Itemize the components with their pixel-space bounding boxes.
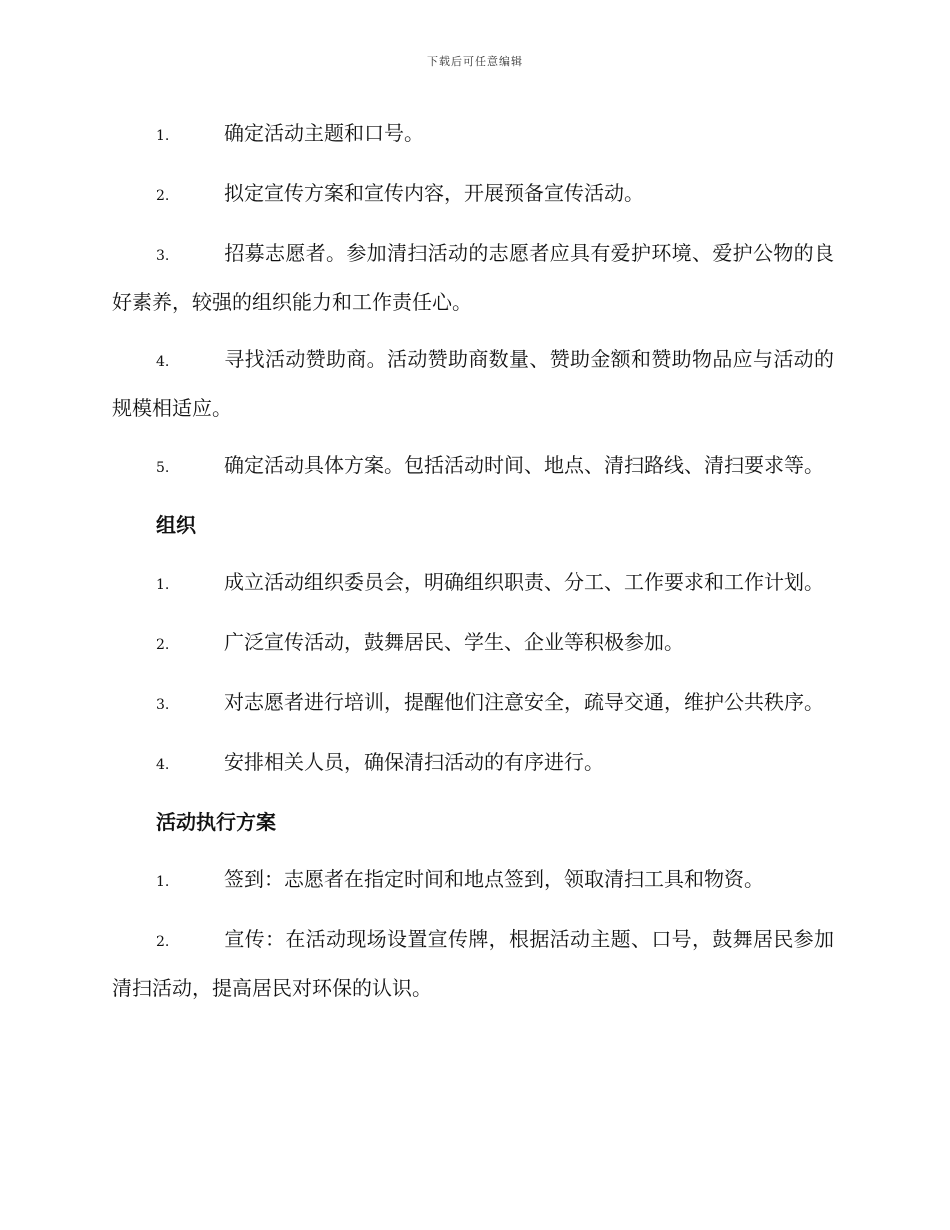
- list-item: [112, 170, 834, 219]
- list-number: 2.: [156, 188, 170, 204]
- list-item: [112, 110, 834, 159]
- list-number: 1.: [156, 874, 170, 890]
- list-item: [112, 559, 834, 608]
- list-number: 4.: [156, 757, 170, 773]
- document-body: [112, 110, 834, 1022]
- list-item: [112, 619, 834, 668]
- list-item: [112, 739, 834, 788]
- list-number: 2.: [156, 934, 170, 950]
- list-text: 广泛宣传活动，鼓舞居民、学生、企业等积极参加。: [224, 630, 684, 654]
- list-number: 1.: [156, 128, 170, 144]
- section-heading-execution-plan: 活动执行方案: [156, 810, 276, 834]
- section-heading-organization: 组织: [156, 513, 196, 537]
- list-text: 签到：志愿者在指定时间和地点签到，领取清扫工具和物资。: [224, 867, 764, 891]
- list-text: 安排相关人员，确保清扫活动的有序进行。: [224, 750, 604, 774]
- list-text: 宣传：在活动现场设置宣传牌，根据活动主题、口号，鼓舞居民参加清扫活动，提高居民对环保的认识。: [112, 927, 834, 1000]
- list-number: 4.: [156, 354, 170, 370]
- list-text: 成立活动组织委员会，明确组织职责、分工、工作要求和工作计划。: [224, 570, 824, 594]
- list-item: [112, 230, 834, 325]
- list-item: [112, 336, 834, 431]
- list-text: 拟定宣传方案和宣传内容，开展预备宣传活动。: [224, 181, 644, 205]
- list-text: 确定活动具体方案。包括活动时间、地点、清扫路线、清扫要求等。: [224, 453, 824, 477]
- list-item: [112, 442, 834, 491]
- list-text: 确定活动主题和口号。: [224, 121, 424, 145]
- page-header: 下载后可任意编辑: [427, 55, 523, 68]
- list-number: 5.: [156, 460, 170, 476]
- list-text: 寻找活动赞助商。活动赞助商数量、赞助金额和赞助物品应与活动的规模相适应。: [112, 347, 834, 420]
- list-number: 2.: [156, 637, 170, 653]
- list-item: [112, 679, 834, 728]
- list-number: 1.: [156, 577, 170, 593]
- list-number: 3.: [156, 248, 170, 264]
- list-item: [112, 856, 834, 905]
- list-item: [112, 916, 834, 1011]
- list-number: 3.: [156, 697, 170, 713]
- list-text: 招募志愿者。参加清扫活动的志愿者应具有爱护环境、爱护公物的良好素养，较强的组织能力和工作责任心。: [112, 241, 834, 314]
- list-text: 对志愿者进行培训，提醒他们注意安全，疏导交通，维护公共秩序。: [224, 690, 824, 714]
